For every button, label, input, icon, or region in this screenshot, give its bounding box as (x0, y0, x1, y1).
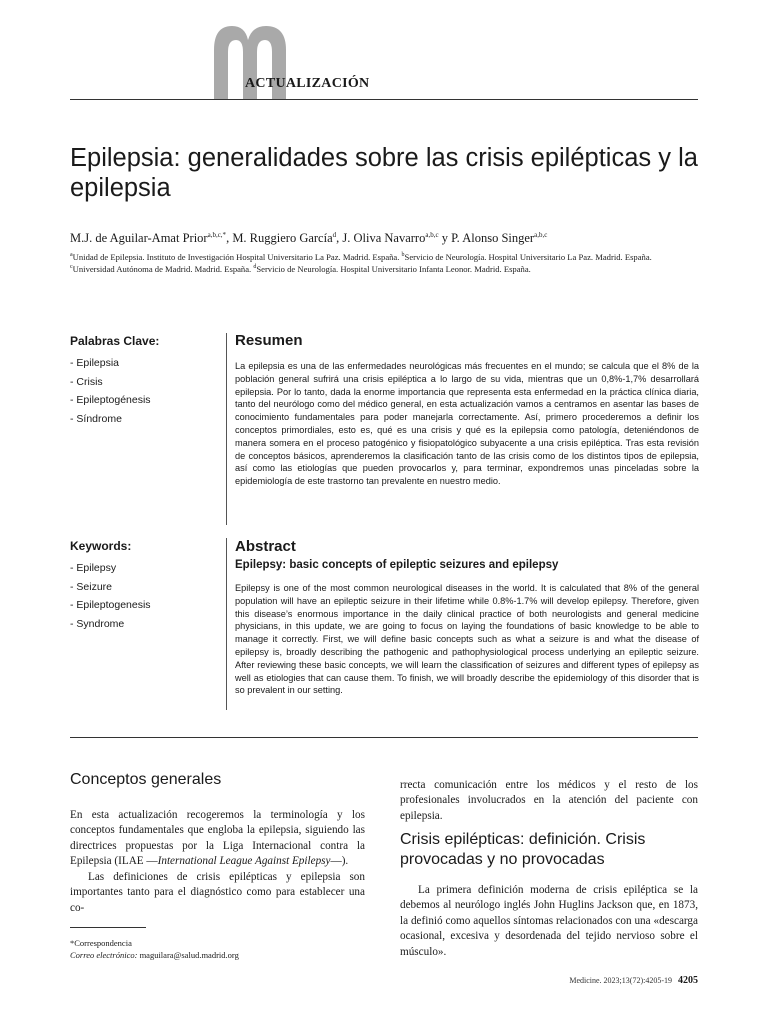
keyword-item: - Seizure (70, 580, 113, 593)
affiliation-marker: d (253, 264, 257, 270)
abstract-heading: Abstract (235, 538, 296, 555)
keyword-item: - Epileptogénesis (70, 394, 151, 407)
resumen-text: La epilepsia es una de las enfermedades neurológicas más frecuentes en el mundo; se calcula que el 8% de la población general sufrirá una crisis epiléptica a lo largo de su vida, mientras que un 0,8%-1,7% desarrollará epilepsia. Por lo tanto, dada la enorme importancia que representa esta enfermedad en la práctica clínica diaria, tanto del neurólogo como del médico general, en esta actualización vamos a centramos en asentar las bases de conocimiento fundamentales para poder manejarla correctamente. Así, primero procederemos a definir los conceptos primordiales, esto es, qué es una crisis y qué es la epilepsia como patología, deteniéndonos de manera somera en el proceso patogénico y fisiopatológico subyacente a una crisis epiléptica. Tras esta revisión de conceptos básicos, aprenderemos la clasificación tanto de las crisis como de los distintos tipos de epilepsia, así como las etiologías que pueden provocarlos y, para terminar, expondremos unas pinceladas sobre la epidemiología de este trastorno tan prevalente en nuestro medio. (235, 361, 699, 487)
resumen-divider (226, 333, 227, 525)
keyword-item: - Crisis (70, 375, 103, 388)
author-affiliation-marker: d (332, 231, 337, 239)
affiliation-marker: b (401, 252, 405, 258)
body-paragraph-2: Las definiciones de crisis epilépticas y epilepsia son importantes tanto para el diagnóstico como para establecer una co- (70, 871, 365, 914)
abstract-divider (226, 538, 227, 710)
affiliation-text: Unidad de Epilepsia. Instituto de Investigación Hospital Universitario La Paz. Madrid. España. (72, 251, 402, 262)
header-divider (70, 99, 698, 100)
author-affiliation-marker: a,b,c,* (207, 231, 227, 239)
keyword-item: - Epileptogenesis (70, 599, 151, 612)
palabras-clave-heading: Palabras Clave: (70, 334, 160, 348)
affiliation-text: Servicio de Neurología. Hospital Universitario La Paz. Madrid. España. (404, 251, 652, 262)
author-name: M. Ruggiero García (232, 231, 333, 246)
keywords-list (70, 559, 151, 633)
crisis-epilepticas-heading: Crisis epilépticas: definición. Crisis provocadas y no provocadas (400, 831, 646, 868)
author-name: P. Alonso Singer (451, 231, 535, 246)
email-address[interactable]: maguilara@salud.madrid.org (139, 950, 239, 960)
affiliations-line-2 (70, 261, 710, 275)
author-name: M.J. de Aguilar-Amat Prior (70, 231, 208, 246)
affiliation-text: Servicio de Neurología. Hospital Universitario Infanta Leonor. Madrid. España. (256, 263, 531, 274)
keyword-item: - Syndrome (70, 617, 125, 630)
correspondence-label: *Correspondencia (70, 938, 132, 948)
author-affiliation-marker: a,b,c (534, 231, 548, 239)
abstract-text: Epilepsy is one of the most common neurological diseases in the world. It is calculated that 8% of the general population will have an epileptic seizure in their lifetime while 0.8%-1.7% will develop epilepsy. Therefore, given this disease’s enormous importance in the daily clinical practice of both neurologists and general medicine physicians, in this update, we are going to focus on laying the foundations of basic knowledge to be able to manage it correctly. First, we will define basic concepts such as what a seizure is and what the disease of epilepsy is, broadly describing the pathogenic and pathophysiological process underlying an epileptic seizure. After reviewing these basic concepts, we will learn the classification of seizures and different types of epilepsy as well as etiologies that can cause them. To finish, we will broadly describe the epidemiology of this disorder that is so prevalent in our setting. (235, 583, 699, 696)
author-separator: , (226, 231, 233, 246)
resumen-heading: Resumen (235, 332, 303, 349)
page-number: 4205 (678, 975, 698, 986)
body-paragraph-continued: rrecta comunicación entre los médicos y el resto de los profesionales involucrados en la atención del paciente con epilepsia. (400, 779, 698, 822)
affiliation-text: Universidad Autónoma de Madrid. Madrid. España. (72, 263, 254, 274)
body-paragraph-3: La primera definición moderna de crisis epiléptica se la debemos al neurólogo inglés John Huglins Jackson que, en 1873, la definió como aquellos síntomas relacionados con una «descarga ocasional, excesiva y desordenada del tejido nervioso sobre el músculo». (400, 884, 698, 958)
email-label: Correo electrónico: (70, 950, 138, 960)
author-separator: , (336, 231, 343, 246)
affiliation-marker: a (70, 252, 73, 258)
keyword-item: - Epilepsy (70, 562, 117, 574)
section-label: ACTUALIZACIÓN (245, 76, 370, 91)
keywords-heading: Keywords: (70, 539, 132, 553)
footnote-divider (70, 927, 146, 928)
author-affiliation-marker: a,b,c (425, 231, 439, 239)
abstract-subtitle: Epilepsy: basic concepts of epileptic seizures and epilepsy (235, 559, 559, 571)
keyword-item: - Síndrome (70, 412, 122, 425)
author-name: J. Oliva Navarro (342, 231, 426, 246)
correspondence-footnote (70, 937, 239, 961)
conceptos-generales-heading: Conceptos generales (70, 771, 222, 788)
keyword-item: - Epilepsia (70, 357, 120, 369)
body-paragraph-1: En esta actualización recogeremos la terminología y los conceptos fundamentales que engloba la epilepsia, siguiendo las directrices propuestas por la Liga Internacional contra la Epilepsia (ILAE —International League Against Epilepsy—). (70, 809, 365, 868)
abstract-body-divider (70, 737, 698, 738)
article-title: Epilepsia: generalidades sobre las crisis epilépticas y la epilepsia (70, 144, 698, 202)
palabras-clave-list (70, 354, 151, 428)
author-separator: y (438, 231, 452, 246)
page-footer (569, 975, 698, 986)
affiliation-marker: c (70, 264, 73, 270)
citation: Medicine. 2023;13(72):4205-19 (569, 976, 672, 985)
author-list (70, 227, 710, 246)
